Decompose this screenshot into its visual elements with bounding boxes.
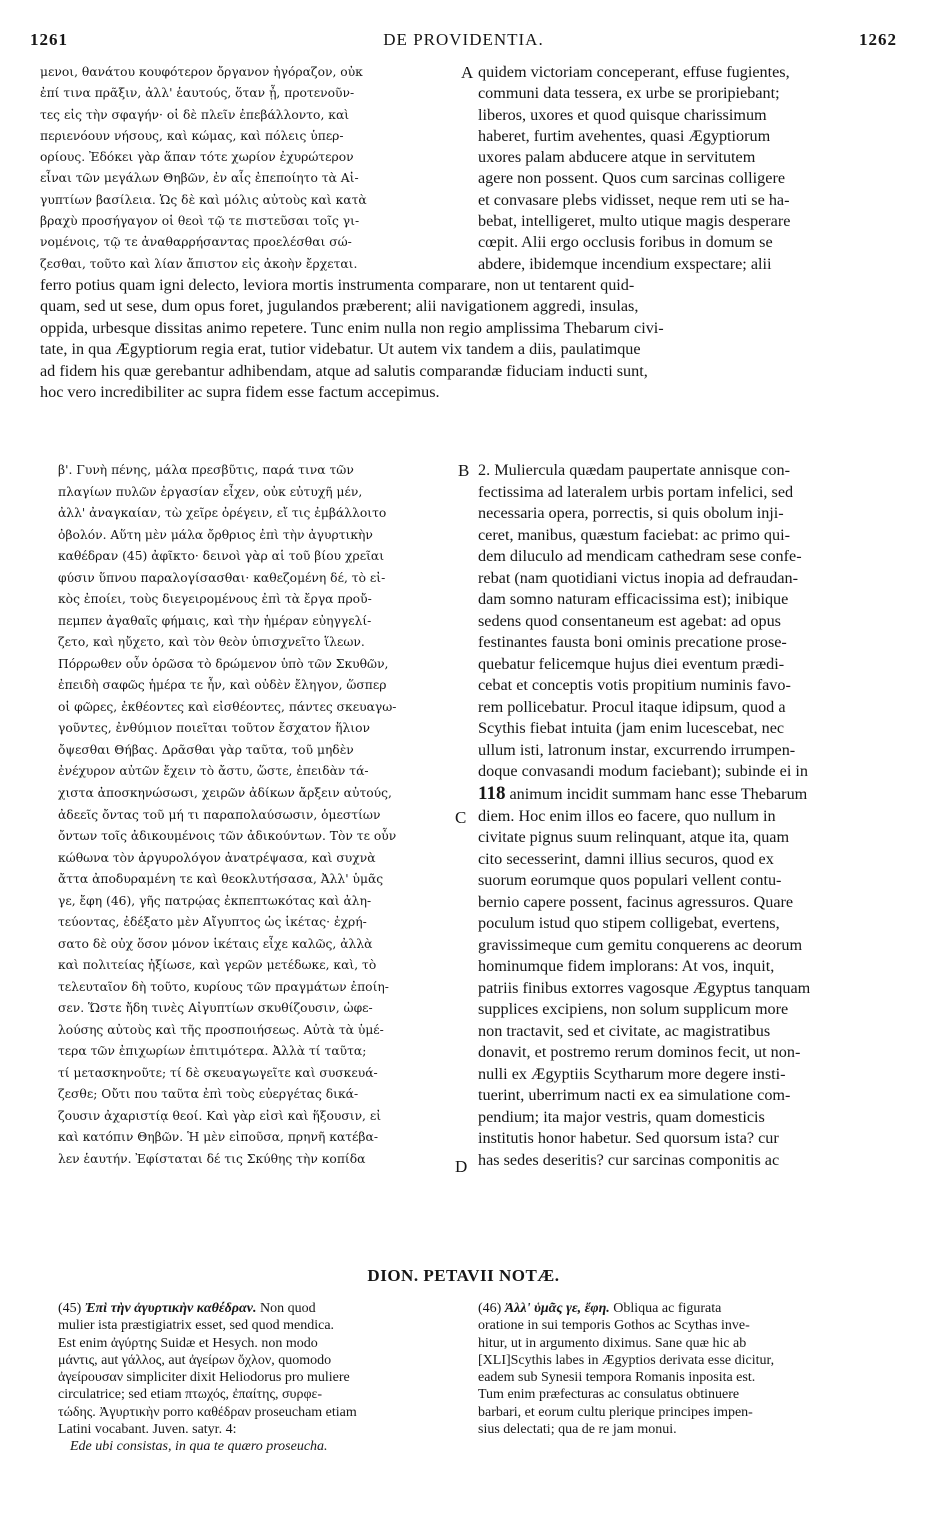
latin-column-section-1 — [478, 62, 900, 275]
greek-text-line: Πόρρωθεν οὖν ὁρῶσα τὸ δρώμενον ὑπὸ τῶν Σκυθῶν, — [58, 656, 389, 671]
latin-text-line: hominumque fidem implorans: At vos, inquit, — [478, 957, 775, 976]
greek-text-line: φύσιν ὕπνου παραλογίσασθαι· καθεζομένη δέ, τὸ εἰ- — [58, 570, 386, 585]
latin-text-line: patriis finibus extorres vagosque Ægyptus tanquam — [478, 978, 811, 997]
greek-text-line: ορίους. Ἐδόκει γὰρ ἅπαν τότε χωρίον ἐχυρώτερον — [40, 150, 354, 165]
greek-text-line: ἀδεεῖς ὄντας τοῦ μή τι παραπολαύσωσιν, ὁμεστίων — [58, 807, 381, 822]
latin-text-line: quebatur felicemque hujus diei eventum prædi- — [478, 654, 785, 673]
note-number: (46) — [478, 1301, 502, 1316]
latin-text-line: poculum istud quo stipem colligebat, evertens, — [478, 914, 780, 933]
latin-full-width-paragraph — [40, 275, 902, 403]
latin-text-line: suorum eorumque quos populari vellent contu- — [478, 871, 782, 890]
note-line: mulier ista præstigiatrix esset, sed quod mendica. — [58, 1318, 335, 1334]
margin-marker-b: B — [458, 461, 470, 480]
latin-text-line: rebat (nam quotidiani victus inopia ad defraudan- — [478, 568, 799, 587]
latin-text-line: cito secesserint, damni illius securos, quod ex — [478, 849, 774, 868]
latin-text-line: abdere, ibidemque incendium exspectare; alii — [478, 254, 772, 273]
greek-text-line: ἀλλ' ἀναγκαίαν, τὼ χεῖρε ὀρέγειν, εἴ τις ἐμβάλλοιτο — [58, 506, 387, 521]
note-line: Latini vocabant. Juven. satyr. 4: — [58, 1422, 237, 1438]
note-line: μάντις, aut γάλλος, aut ἀγείρων ὄχλον, quomodo — [58, 1352, 332, 1368]
note-line: oratione in sui temporis Gothos ac Scythas inve- — [478, 1318, 750, 1334]
greek-text-line: βραχὺ προσήγαγον οἱ θεοὶ τῷ τε πιστεῦσαι τοῖς γι- — [40, 214, 360, 229]
latin-text-line: uxores palam abducere atque in servitutem — [478, 148, 756, 167]
greek-text-line: ἐνέχυρον αὐτῶν ἔχειν τὸ ἄστυ, ὥστε, ἐπειδὰν τά- — [58, 764, 369, 779]
latin-text-line: bernio capere possent, facinus agressuros. Quare — [478, 892, 794, 911]
greek-text-line: ὄψεσθαι Θήβας. Δρᾶσθαι γὰρ ταῦτα, τοῦ μηδὲν — [58, 742, 354, 757]
greek-text-line: οἱ φῶρες, ἐκθέοντες καὶ εἰσθέοντες, πάντες σκευαγω- — [58, 699, 397, 714]
margin-marker-d: D — [455, 1157, 468, 1176]
latin-text-line: institutis honor habetur. Sed quorsum ista? cur — [478, 1129, 779, 1148]
greek-text-line: ἐπειδὴ σαφῶς ἡμέρα τε ἦν, καὶ οὐδὲν ἔληγον, ὥσπερ — [58, 678, 387, 693]
note-line: hitur, ut in argumento diximus. Sane quæ hic ab — [478, 1335, 747, 1351]
greek-text-line: χιστα ἀποσκηνώσωσι, χειρῶν ἀδίκων ἄρξειν αὐτούς, — [58, 785, 392, 800]
latin-text-line: oppida, urbesque dissitas animo repetere. Tunc enim nulla non regio amplissima Thebarum civi- — [40, 318, 664, 337]
latin-text-line: diem. Hoc enim illos eo facere, quo nullum in — [478, 806, 776, 825]
latin-text-line: pendium; ita major vestris, quam domesticis — [478, 1107, 765, 1126]
greek-text-line: περιενόουν νήσους, καὶ κώμας, καὶ πόλεις ὑπερ- — [40, 128, 344, 143]
latin-text-line: dem diluculo ad mendicam cathedram sese confe- — [478, 547, 802, 566]
latin-text-span: animum incidit summam hanc esse Thebarum — [509, 784, 808, 803]
greek-text-line: λεν ἑαυτήν. Ἐφίσταται δέ τις Σκύθης τὴν κοπίδα — [58, 1152, 366, 1166]
greek-text-line: ζουσιν ἀχαριστίᾳ θεοί. Καὶ γὰρ εἰσὶ καὶ ἥξουσιν, εἰ — [58, 1108, 382, 1123]
latin-text-line: gravissimeque cum gemitu conquerens ac deorum — [478, 935, 803, 954]
latin-text-line: necessaria opera, porrectis, si quis obolum inji- — [478, 504, 784, 523]
latin-text-line: tuerint, uberrimum nacti ex ea simulatione com- — [478, 1086, 791, 1105]
greek-text-line: ζετο, καὶ ηὔχετο, καὶ τὸν θεὸν ὑπισχνεῖτο ἵλεων. — [58, 635, 365, 650]
latin-text-line: rem pollicebatur. Procul itaque idipsum, quod a — [478, 697, 786, 716]
greek-text-line: μενοι, θανάτου κουφότερον ὄργανον ἠγόραζον, οὐκ — [40, 65, 363, 79]
greek-text-line: ὄντων τοῖς ἀδικουμένοις τῶν ἀδικούντων. Τὸν τε οὖν — [58, 829, 397, 844]
note-line: Tum enim præfecturas ac consulatus obtinuere — [478, 1387, 740, 1403]
latin-text-line: agere non possent. Quos cum sarcinas colligere — [478, 169, 786, 188]
greek-text-line: πεμπεν ἀγαθαῖς φήμαις, καὶ τὴν ἡμέραν εὐηγγελί- — [58, 613, 372, 628]
latin-text-line: ad fidem his quæ gerebantur adhibendam, atque ad salutis comparandæ fiduciam inducti sunt, — [40, 361, 648, 380]
left-page-number: 1261 — [30, 30, 68, 49]
greek-text-line: τελευταῖον δὴ τοῦτο, κυρίους τῶν πραγμάτων ἐποίη- — [58, 979, 389, 994]
note-number: (45) — [58, 1301, 82, 1316]
note-45 — [58, 1300, 460, 1456]
greek-text-line: κὸς ἐποίει, τοὺς διεγειρομένους ἐπὶ τὰ ἔργα προὔ- — [58, 592, 372, 607]
latin-text-line: has sedes deseritis? cur sarcinas componitis ac — [478, 1151, 780, 1169]
note-line: circulatrice; sed etiam πτωχός, ἐπαίτης, συρφε- — [58, 1387, 323, 1403]
latin-text-line: et convasare plebs vidisset, neque rem uti se ha- — [478, 190, 790, 209]
latin-text-line: supplices excipiens, non solum supplicum more — [478, 1000, 789, 1019]
running-title: DE PROVIDENTIA. — [383, 30, 544, 49]
greek-text-line: γε, ἔφη (46), γῆς πατρῴας ἐκπεπτωκότας καὶ ἀλη- — [58, 893, 372, 908]
greek-text-line: κώθωνα τὸν ἀργυρολόγον ἀνατρέψασα, καὶ συχνὰ — [58, 850, 376, 865]
latin-text-line: nulli ex Ægyptiis Scytharum more degere insti- — [478, 1064, 786, 1083]
greek-column-section-2 — [58, 460, 458, 1171]
column-number: 118 — [478, 782, 506, 804]
note-quote: Ede ubi consistas, in qua te quæro proseucha. — [70, 1439, 328, 1455]
latin-text-line: sedens quod consentaneum est agebat: ad opus — [478, 611, 781, 630]
note-line: τώδης. Ἀγυρτικὴν porro καθέδραν proseucham etiam — [58, 1404, 357, 1420]
latin-text-line: cebat et conceptis votis propitium numinis favo- — [478, 676, 791, 695]
greek-text-line: καὶ κατόπιν Θηβῶν. Ἡ μὲν εἰποῦσα, πρηνῆ κατέβα- — [58, 1130, 378, 1145]
greek-text-line: πλαγίων πυλῶν ἐργασίαν εἶχεν, οὐκ εὐτυχῆ μέν, — [58, 484, 363, 499]
note-line: Est enim ἀγύρτης Suidæ et Hesych. non modo — [58, 1335, 318, 1351]
greek-text-line: ζεσθε; Οὔτι που ταῦτα ἐπὶ τοὺς εὐεργέτας δικά- — [58, 1087, 359, 1102]
latin-text-line: Scythis fiebat intuita (jam enim lucescebat, nec — [478, 719, 785, 738]
note-line: [XLI]Scythis labes in Ægyptios derivata esse dicitur, — [478, 1352, 775, 1368]
greek-text-line: σατο δὲ οὐχ ὅσον μόνον ἱκέταις εἶχε καλῶς, ἀλλὰ — [58, 936, 373, 951]
latin-text-line: ferro potius quam igni delecto, leviora mortis instrumenta comparare, non ut tentarent quid- — [40, 276, 635, 294]
latin-text-line: hoc vero incredibiliter ac supra fidem esse factum accepimus. — [40, 383, 440, 402]
latin-text-line — [478, 783, 902, 806]
latin-text-line: quidem victoriam conceperant, effuse fugientes, — [478, 63, 790, 81]
latin-text-line: communi data tessera, ex urbe se proripiebant; — [478, 84, 780, 103]
greek-text-line: ζεσθαι, τοῦτο καὶ λίαν ἄπιστον εἰς ἀκοὴν ἔρχεται. — [40, 256, 358, 271]
latin-text-line: quam, sed ut sese, dum opus foret, jugulandos præberent; alii navigationem aggredi, insulas, — [40, 297, 639, 316]
margin-marker-a: A — [461, 63, 474, 82]
latin-text-line: festinantes fausta boni ominis precatione prose- — [478, 633, 787, 652]
running-header — [30, 30, 897, 56]
latin-text-line: ceret, manibus, quæstum faciebat: ac primo qui- — [478, 525, 790, 544]
latin-text-line: tate, in qua Ægyptiorum regia erat, tutior videbatur. Ut autem vix tandem a diis, paulatimque — [40, 340, 641, 359]
latin-text-line: civitate pignus suum relinquant, atque ita, quam — [478, 828, 790, 847]
latin-text-line: fectissima ad lateralem urbis portam infelici, sed — [478, 482, 794, 501]
greek-text-line: γοῦντες, ἐνθύμιον ποιεῖται τοῦτον ἔσχατον ἥλιον — [58, 721, 370, 736]
right-page-number: 1262 — [859, 30, 897, 49]
note-line: Non quod — [259, 1301, 316, 1316]
note-line: ἀγείρουσαν simpliciter dixit Heliodorus pro muliere — [58, 1370, 350, 1386]
note-line: sius delectati; qua de re jam monui. — [478, 1422, 677, 1438]
greek-text-line: καθέδραν (45) ἀφῖκτο· δεινοὶ γὰρ αἱ τοῦ βίου χρεῖαι — [58, 549, 385, 564]
greek-text-line: σεν. Ὥστε ἤδη τινὲς Αἰγυπτίων σκυθίζουσιν, ὠφε- — [58, 1001, 373, 1016]
greek-column-section-1 — [40, 62, 462, 275]
latin-text-line: donavit, et postremo rerum dominos fecit, ut non- — [478, 1043, 801, 1062]
greek-text-line: τερα τῶν ἐπιχωρίων ἐπιτιμότερα. Ἀλλὰ τί ταῦτα; — [58, 1044, 367, 1059]
greek-text-line: γυπτίων βασίλεια. Ὡς δὲ καὶ μόλις αὐτοὺς καὶ κατὰ — [40, 192, 367, 207]
latin-text-line: 2. Muliercula quædam paupertate annisque con- — [478, 461, 790, 479]
latin-text-line: liberos, uxores et quod quisque charissimum — [478, 105, 767, 124]
greek-text-line: εἶναι τῶν μεγάλων Θηβῶν, ἐν αἷς ἐπεποίητο τὰ Αἰ- — [40, 171, 359, 186]
greek-text-line: ἄττα ἀποδυραμένη τε καὶ θεοκλυτήσασα, Ἀλλ' ὑμᾶς — [58, 872, 384, 887]
note-46 — [478, 1300, 902, 1438]
note-lemma: Ἀλλ' ὑμᾶς γε, ἔφη. — [504, 1301, 610, 1316]
note-line: eadem sub Synesii tempora Romanis inposita est. — [478, 1370, 756, 1386]
greek-text-line: τεύοντας, ἐδέξατο μὲν Αἴγυπτος ὡς ἱκέτας· ἐχρή- — [58, 915, 367, 930]
margin-marker-c: C — [455, 808, 467, 827]
greek-text-line: καὶ πολιτείας ἠξίωσε, καὶ γερῶν μετέδωκε, καὶ, τὸ — [58, 958, 377, 973]
greek-text-line: λούσης αὐτοὺς καὶ τῆς προσποιήσεως. Αὐτὰ τὰ ὑμέ- — [58, 1022, 384, 1037]
greek-text-line: τί μετασκηνοῦτε; τί δὲ σκευαγωγεῖτε καὶ συσκευά- — [58, 1065, 378, 1080]
greek-text-line: τες εἰς τὴν σφαγήν· οἱ δὲ πλεῖν ἐπεβάλλοντο, καὶ — [40, 107, 350, 122]
latin-text-line: bebat, intelligeret, multo utique magis desperare — [478, 212, 791, 231]
note-lemma: Ἐπὶ τὴν ἀγυρτικὴν καθέδραν. — [84, 1301, 257, 1316]
latin-column-section-2 — [478, 460, 902, 1172]
greek-text-line: β'. Γυνὴ πένης, μάλα πρεσβῦτις, παρά τινα τῶν — [58, 463, 354, 477]
greek-text-line: νομένοις, τῷ τε ἀναθαρρήσαντας προελέσθαι σώ- — [40, 235, 352, 250]
latin-text-line: cœpit. Alii ergo occlusis foribus in domum se — [478, 233, 773, 252]
note-line: Obliqua ac figurata — [613, 1301, 722, 1316]
greek-text-line: ἐπί τινα πρᾶξιν, ἀλλ' ἑαυτούς, ὅταν ᾖ, προτενοῦν- — [40, 86, 355, 101]
latin-text-line: doque convasandi modum faciebant); subinde ei in — [478, 762, 808, 781]
latin-text-line: ullum isti, latronum instar, excurrendo irrumpen- — [478, 740, 796, 759]
latin-text-line: dam somno naturam efficacissima est); inibique — [478, 590, 789, 609]
latin-text-line: non tractavit, sed et civitate, ac magistratibus — [478, 1021, 771, 1040]
note-line: barbari, et eorum cultu plerique principes impen- — [478, 1404, 753, 1420]
greek-text-line: ὀβολόν. Αὕτη μὲν μάλα ὄρθριος ἐπὶ τὴν ἀγυρτικὴν — [58, 527, 373, 542]
latin-text-line: haberet, furtim avehentes, quasi Ægyptiorum — [478, 126, 771, 145]
notes-title: DION. PETAVII NOTÆ. — [367, 1266, 560, 1285]
